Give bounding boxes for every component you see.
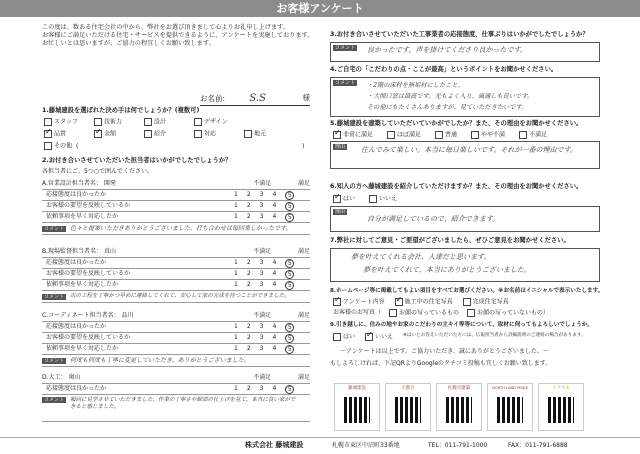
checkbox-icon[interactable] xyxy=(94,118,102,126)
q2-heading: 2.お付き合いさせていただいた担当者はいかがでしたでしょうか？ xyxy=(42,157,232,164)
company-tel: TEL：011-791-1000 xyxy=(428,442,488,449)
selected-rating[interactable]: 5 xyxy=(285,334,294,343)
q4-comment-box: コメント ・2階の床材を無垢材にしたこと。 ・大開口窓は最高です。光もよく入り、風通しも良いです。 その他にもたくさんありますが、見ていただきたいです。 xyxy=(330,77,600,117)
q6-options xyxy=(333,195,397,203)
intro-line: お客様にご満足いただける住宅・サービスを提供できるように、アンケートを実施しております。 xyxy=(42,32,314,39)
staff-name: 開発 xyxy=(103,180,116,187)
q6-heading: 6.知人の方へ藤城建設を紹介していただけますか？また、その理由をお聞かせください。 xyxy=(330,183,583,190)
comment-text: 色々と提案いただきありがとうございました。打ち合わせは毎回楽しかったです。 xyxy=(70,224,292,232)
selected-rating[interactable]: 5 xyxy=(285,270,294,279)
q4-comment-line: その他にもたくさんありますが、見ていただきたいです。 xyxy=(367,104,528,111)
selected-rating[interactable]: 5 xyxy=(285,202,294,211)
logo-text: 札幌市建築 xyxy=(447,386,471,391)
q5-option[interactable]: やや不満 xyxy=(471,131,505,139)
rating-row: 依頼事項を早く対応したか 1 2 3 4 5 xyxy=(42,343,310,354)
q8-option[interactable]: ✓アンケート内容 xyxy=(333,298,385,306)
qr-code-icon[interactable] xyxy=(497,397,523,423)
q9-option[interactable]: ✓ いいえ xyxy=(365,333,393,341)
logo-text: 小郡台 xyxy=(401,386,415,391)
q5-heading: 5.藤城建設を建築していただいていかがでしたか？また、その理由をお聞かせください。 xyxy=(330,120,583,127)
q5-options xyxy=(333,131,547,139)
q8b-options xyxy=(333,309,549,317)
comment-row: コメント 何度も何度も丁寧に変更していただき、ありがとうございました。 xyxy=(42,354,310,367)
q8-option[interactable]: ✓ 施工中の住宅写真 xyxy=(395,298,453,306)
q8-heading: 8.ホームページ等に掲載してもよい項目をすべてお選びください。※お名前はイニシャルで表示いたします。 xyxy=(330,288,604,294)
checkbox-icon[interactable] xyxy=(369,195,377,203)
q5-option[interactable]: 普通 xyxy=(435,131,457,139)
q1-option[interactable]: 設計 xyxy=(144,118,194,126)
checkbox-checked-icon[interactable] xyxy=(333,195,341,203)
q1-option[interactable]: ✓ 金額 xyxy=(94,130,144,138)
intro-line: この度は、数ある住宅会社の中から、弊社をお選び頂きまして心よりお礼申し上げます。 xyxy=(42,24,290,31)
q7-comment-line: 夢を叶えてくれて、本当にありがとうございました。 xyxy=(363,266,531,274)
q9-option[interactable]: はい xyxy=(333,333,355,341)
name-field xyxy=(200,93,310,106)
q4-comment-line: ・2階の床材を無垢材にしたこと。 xyxy=(367,82,464,89)
qr-code-icon[interactable] xyxy=(395,397,421,423)
q5-reason: 住んでみて楽しい。本当に毎日楽しいです。それが一番の理由です。 xyxy=(361,146,577,154)
q3-heading: 3.お付き合いさせていただいた工事業者の応接態度、仕事ぶりはいかがでしたでしょうか？ xyxy=(330,31,589,38)
checkbox-checked-icon[interactable] xyxy=(44,130,52,138)
staff-name: 品川 xyxy=(121,312,134,319)
rating-row: 応接態度は良かったか 1 2 3 4 5 xyxy=(42,189,310,200)
q1-option[interactable]: 技術力 xyxy=(94,118,144,126)
comment-text: 何度も何度も丁寧に変更していただき、ありがとうございました。 xyxy=(70,356,250,364)
q4-heading: 4.ご自宅の「こだわりの点・ここが最高」というポイントをお聞かせください。 xyxy=(330,66,558,73)
checkbox-icon[interactable] xyxy=(194,130,202,138)
q1-options xyxy=(44,118,314,150)
comment-text: 頻回に見学させていただきました。作業の丁寧さや細部の仕上げを見て、本当に良い家ができると感じました。 xyxy=(70,397,296,410)
qr-card xyxy=(487,383,533,431)
q8-option[interactable]: 完成住宅写真 xyxy=(463,298,509,306)
staff-name: 奥山 xyxy=(68,374,81,381)
rating-row: お客様の要望を反映しているか 1 2 3 4 5 xyxy=(42,332,310,343)
selected-rating[interactable]: 5 xyxy=(285,345,294,354)
selected-rating[interactable]: 5 xyxy=(285,281,294,290)
selected-rating[interactable]: 5 xyxy=(285,385,294,394)
checkbox-checked-icon[interactable] xyxy=(94,130,102,138)
checkbox-icon[interactable] xyxy=(467,309,475,317)
q9-options xyxy=(333,333,586,341)
name-suffix: 様 xyxy=(302,93,310,102)
q9-heading: 9.引き越しに、住みの地やお家のこだわりの主キイ等等について、取材に伺ってもよろしいでしょうか。 xyxy=(330,322,593,328)
q8b-option[interactable]: お顔の写っているもの xyxy=(389,309,459,317)
q1-heading: 1.藤城建設を選ばれた決め手は何でしょうか？(複数可) xyxy=(42,107,200,114)
qr-card xyxy=(436,383,482,431)
staff-name: 真山 xyxy=(103,248,116,255)
intro-text xyxy=(42,24,313,48)
checkbox-icon[interactable] xyxy=(194,118,202,126)
q8b-label: お客様のお写真（ xyxy=(333,309,382,316)
q9-note: ※はいとお答えいただいた方には、広報担当者から詳細説明のご連絡の場合があります。 xyxy=(403,333,586,338)
selected-rating[interactable]: 5 xyxy=(285,259,294,268)
q6-reason: 自分が満足しているので、紹介できます。 xyxy=(367,215,500,223)
checkbox-icon[interactable] xyxy=(389,309,397,317)
qr-code-icon[interactable] xyxy=(446,397,472,423)
company-fax: FAX：011-791-6888 xyxy=(508,442,568,449)
checkbox-icon[interactable] xyxy=(144,118,152,126)
checkbox-icon[interactable] xyxy=(463,298,471,306)
q1-option[interactable]: 地元 xyxy=(244,130,294,138)
section-site-supervisor: B.現場監督担当者名： 真山 不満足 満足 応接態度は良かったか 1 2 3 4 5 お客様の要望を反映しているか 1 2 3 4 5 依頼事項を早く対応したか 1 2 3 4 5 コメント 次の工程を丁寧かつ早めに連絡してくれて、安心して家の完成を待つことができました。 xyxy=(42,248,310,303)
checkbox-checked-icon[interactable] xyxy=(395,298,403,306)
checkbox-checked-icon[interactable] xyxy=(333,298,341,306)
qr-card xyxy=(385,383,431,431)
selected-rating[interactable]: 5 xyxy=(285,213,294,222)
comment-row: コメント 頻回に見学させていただきました。作業の丁寧さや細部の仕上げを見て、本当に良い家ができると感じました。 xyxy=(42,394,310,422)
q4-comment-line: ・大開口窓は最高です。光もよく入り、風通しも良いです。 xyxy=(367,93,534,100)
intro-line: お忙しいとは思いますが、ご協力の程宜しくお願い致します。 xyxy=(42,40,215,47)
q5-reason-box: 理由 住んでみて楽しい。本当に毎日楽しいです。それが一番の理由です。 xyxy=(330,141,600,169)
checkbox-checked-icon[interactable] xyxy=(365,333,373,341)
q7-comment-box xyxy=(330,248,600,282)
name-value: S.S xyxy=(249,93,266,104)
checkbox-icon[interactable] xyxy=(435,131,443,139)
comment-row: コメント 次の工程を丁寧かつ早めに連絡してくれて、安心して家の完成を待つことができました。 xyxy=(42,290,310,303)
qr-card xyxy=(538,383,584,431)
selected-rating[interactable]: 5 xyxy=(285,191,294,200)
q3-comment: 良かったです。声を掛けてくださり良かったです。 xyxy=(367,46,527,54)
q5-option[interactable]: ✓非常に満足 xyxy=(333,131,373,139)
section-sales: A.営業設計担当者名： 開発 不満足 満足 応接態度は良かったか 1 2 3 4 5 お客様の要望を反映しているか 1 2 3 4 5 依頼事項を早く対応したか 1 2 3 4 5 コメント 色々と提案いただきありがとうございました。打ち合わせは毎回楽しかったです。 xyxy=(42,180,310,235)
checkbox-icon[interactable] xyxy=(519,131,527,139)
review-note: もしよろしければ、下記QRよりGoogleのクチコミ投稿も宜しくお願い致します。 xyxy=(330,360,552,367)
logo-text: トナイエ xyxy=(552,386,570,391)
checkbox-icon[interactable] xyxy=(44,118,52,126)
checkbox-checked-icon[interactable] xyxy=(333,131,341,139)
survey-sheet: お客様アンケート この度は、数ある住宅会社の中から、弊社をお選び頂きまして心よりお礼申し上げます。 お客様にご満足いただける住宅・サービスを提供できるように、アンケートを実施しております。 お忙しいとは思いますが、ご協力の程宜しくお願い致します。 お名前: S.S 様 1.藤城建設を選ばれた決め手は何でしょうか？(複数可) スタッフ 技術力 設計 デザイン ✓品質 ✓ 金額 紹介 対応 地元 その他 ( ) 2.お付き合いさせていただいた担当者はいかがでしたでしょうか？ 各担当者にご、5つ○で囲んでください。 A.営業設計担当者名： 開発 不満足 満足 応接態度は良かったか 1 2 3 4 5 お客様の要望を反映しているか 1 2 3 4 5 依頼事項を早く対応したか 1 2 3 4 5 コメント 色々と提案いただきありがとうございました。打ち合わせは毎回楽しかったです。 B.現場監督担当者名： 真山 不満足 満足 応接態度は良かったか 1 2 3 4 5 お客様の要望を反映しているか 1 2 3 4 5 依頼事項を早く対応したか 1 2 3 4 5 コメント 次の工程を丁寧かつ早めに連絡してくれて、安心して家の完成を待つことができました。 C.コーディネート担当者名： 品川 不満足 満足 応接態度は良かったか 1 2 3 4 5 お客様の要望を反映しているか 1 2 3 4 5 依頼事項を早く対応したか 1 2 3 4 5 コメント 何度も何度も丁寧に変更していただき、ありがとうございました。 D.大工： 奥山 不満足 満足 応接態度は良かったか 1 2 3 4 5 コメント 頻回に見学させていただきました。作業の丁寧さや細部の仕上げを見て、本当に良い家ができると感じました。 3.お付き合いさせていただいた工事業者の応接態度、仕事ぶりはいかがでしたでしょうか？ コメント 良かったです。声を掛けてくださり良かったです。 4.ご自宅の「こだわりの点・ここが最高」というポイントをお聞かせください。 コメント ・2階の床材を無垢材にしたこと。 ・大開口窓は最高です。光もよく入り、風通しも良いです。 その他にもたくさんありますが、見ていただきたいです。 5.藤城建設を建築していただいていかがでしたか？また、その理由をお聞かせください。 ✓非常に満足 ほぼ満足 普通 やや不満 不満足 理由 住んでみて楽しい。本当に毎日楽しいです。それが一番の理由です。 6.知人の方へ藤城建設を紹介していただけますか？また、その理由をお聞かせください。 ✓はい いいえ 理由 自分が満足しているので、紹介できます。 7.弊社に対してご意見・ご要望がございましたら、ぜひご意見をお聞かせください。 夢を叶えてくれる会社、人達だと思います。 夢を叶えてくれて、本当にありがとうございました。 8.ホームページ等に掲載してもよい項目をすべてお選びください。※お名前はイニシャルで表示いたします。 ✓アンケート内容 ✓ 施工中の住宅写真 完成住宅写真 お客様のお写真（ お顔の写っているもの お顔の写っていないもの） 9.引き越しに、住みの地やお家のこだわりの主キイ等等について、取材に伺ってもよろしいでしょうか。 はい ✓ いいえ ※はいとお答えいただいた方には、広報担当者から詳細説明のご連絡の場合があります。 〜アンケートは以上です。ご協力いただき、誠にありがとうございました。〜 もしよろしければ、下記QRよりGoogleのクチコミ投稿も宜しくお願い致します。 藤城建設 小郡台 札幌市建築 NORTH LAND PRIDE トナイエ 株式会社 藤城建設 札幌市東区中沼町33番地 TEL：011-791-1000 FAX：011-791-6888 xyxy=(0,0,640,453)
q1-option[interactable]: ✓品質 xyxy=(44,130,94,138)
q6-option[interactable]: いいえ xyxy=(369,195,397,203)
qr-code-icon[interactable] xyxy=(344,397,370,423)
rating-row: 応接態度は良かったか 1 2 3 4 5 xyxy=(42,321,310,332)
q5-option[interactable]: 不満足 xyxy=(519,131,547,139)
q6-reason-box: 理由 自分が満足しているので、紹介できます。 xyxy=(330,206,600,232)
q7-comment-line: 夢を叶えてくれる会社、人達だと思います。 xyxy=(351,253,491,261)
q1-option[interactable]: その他 ( xyxy=(44,142,94,150)
rating-row: 応接態度は良かったか 1 2 3 4 5 xyxy=(42,383,310,394)
rating-row: お客様の要望を反映しているか 1 2 3 4 5 xyxy=(42,268,310,279)
logo-text: NORTH LAND PRIDE xyxy=(492,386,528,390)
checkbox-icon[interactable] xyxy=(333,333,341,341)
q1-option[interactable]: スタッフ xyxy=(44,118,94,126)
comment-row: コメント 色々と提案いただきありがとうございました。打ち合わせは毎回楽しかったです。 xyxy=(42,222,310,235)
q8b-option[interactable]: お顔の写っていないもの） xyxy=(467,309,549,317)
q5-option[interactable]: ほぼ満足 xyxy=(387,131,421,139)
name-label: お名前: xyxy=(200,94,226,103)
thanks-message: 〜アンケートは以上です。ご協力いただき、誠にありがとうございました。〜 xyxy=(340,348,549,355)
q1-option[interactable]: 対応 xyxy=(194,130,244,138)
company-name: 株式会社 藤城建設 xyxy=(245,441,304,449)
rating-row: 応接態度は良かったか 1 2 3 4 5 xyxy=(42,257,310,268)
rating-row: 依頼事項を早く対応したか 1 2 3 4 5 xyxy=(42,211,310,222)
company-address: 札幌市東区中沼町33番地 xyxy=(332,442,400,449)
q2-note: 各担当者にご、5つ○で囲んでください。 xyxy=(42,168,154,175)
qr-card xyxy=(334,383,380,431)
selected-rating[interactable]: 5 xyxy=(285,323,294,332)
comment-text: 次の工程を丁寧かつ早めに連絡してくれて、安心して家の完成を待つことができました。 xyxy=(70,293,290,300)
q3-comment-box: コメント 良かったです。声を掛けてくださり良かったです。 xyxy=(330,42,600,62)
q8-options xyxy=(333,298,509,306)
checkbox-icon[interactable] xyxy=(144,130,152,138)
q6-option[interactable]: ✓はい xyxy=(333,195,355,203)
checkbox-icon[interactable] xyxy=(44,142,52,150)
rating-row: 依頼事項を早く対応したか 1 2 3 4 5 xyxy=(42,279,310,290)
section-coordinator: C.コーディネート担当者名： 品川 不満足 満足 応接態度は良かったか 1 2 3 4 5 お客様の要望を反映しているか 1 2 3 4 5 依頼事項を早く対応したか 1 2 3 4 5 コメント 何度も何度も丁寧に変更していただき、ありがとうございました。 xyxy=(42,312,310,367)
rating-row: お客様の要望を反映しているか 1 2 3 4 5 xyxy=(42,200,310,211)
checkbox-icon[interactable] xyxy=(471,131,479,139)
checkbox-icon[interactable] xyxy=(387,131,395,139)
q1-option[interactable]: 紹介 xyxy=(144,130,194,138)
footer xyxy=(0,437,640,454)
page-title: お客様アンケート xyxy=(0,0,640,17)
section-carpenter: D.大工： 奥山 不満足 満足 応接態度は良かったか 1 2 3 4 5 コメント 頻回に見学させていただきました。作業の丁寧さや細部の仕上げを見て、本当に良い家ができると感じました。 xyxy=(42,374,310,422)
qr-code-icon[interactable] xyxy=(548,397,574,423)
logo-text: 藤城建設 xyxy=(348,386,366,391)
q1-option[interactable]: デザイン xyxy=(194,118,244,126)
q7-heading: 7.弊社に対してご意見・ご要望がございましたら、ぜひご意見をお聞かせください。 xyxy=(330,237,570,244)
checkbox-icon[interactable] xyxy=(244,130,252,138)
